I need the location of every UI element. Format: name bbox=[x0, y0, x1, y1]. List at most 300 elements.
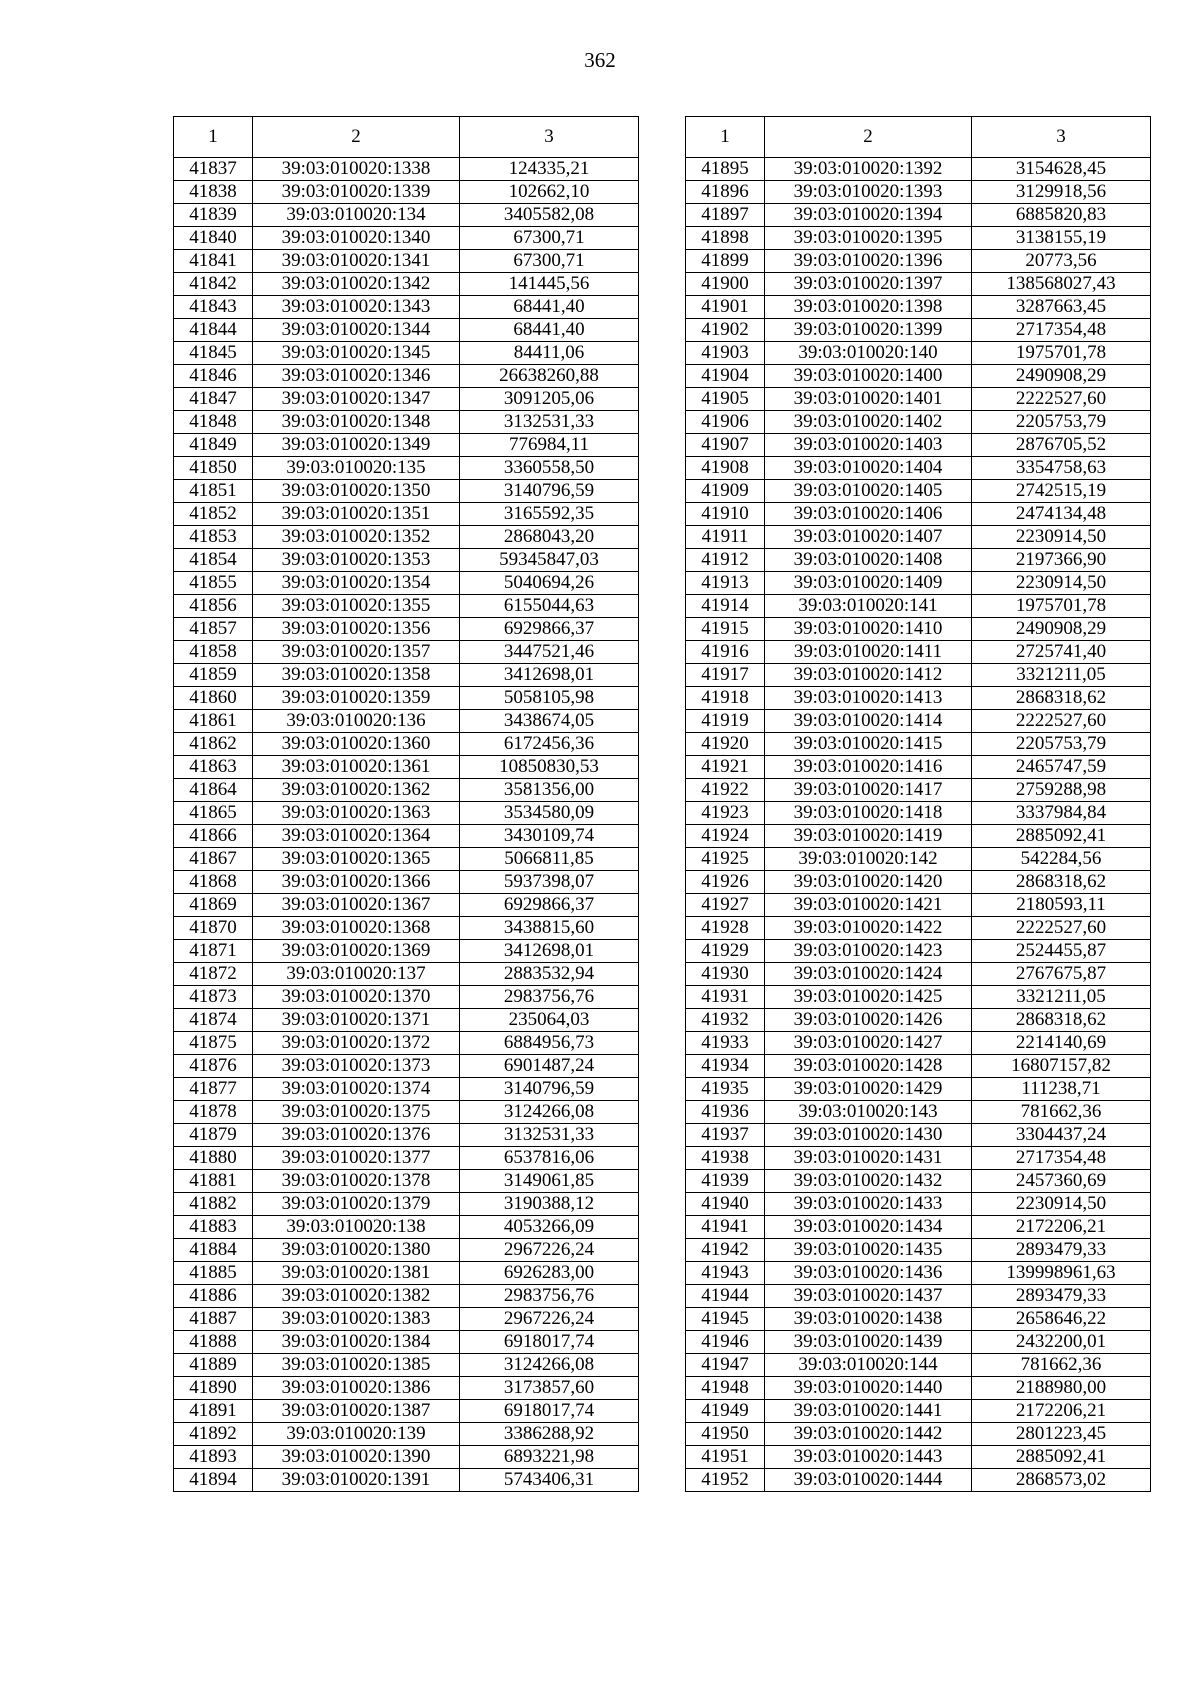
row-number-cell: 41871 bbox=[174, 940, 253, 963]
row-number-cell: 41890 bbox=[174, 1377, 253, 1400]
table-row bbox=[686, 250, 1151, 273]
table-row bbox=[686, 733, 1151, 756]
table-row bbox=[174, 917, 639, 940]
value-cell: 2983756,76 bbox=[460, 1285, 639, 1308]
row-number-cell: 41848 bbox=[174, 411, 253, 434]
cadastral-number-cell: 39:03:010020:1371 bbox=[253, 1009, 460, 1032]
value-cell: 2759288,98 bbox=[972, 779, 1151, 802]
row-number-cell: 41931 bbox=[686, 986, 765, 1009]
value-cell: 3124266,08 bbox=[460, 1101, 639, 1124]
value-cell: 6893221,98 bbox=[460, 1446, 639, 1469]
row-number-cell: 41880 bbox=[174, 1147, 253, 1170]
value-cell: 3173857,60 bbox=[460, 1377, 639, 1400]
value-cell: 3140796,59 bbox=[460, 480, 639, 503]
value-cell: 3140796,59 bbox=[460, 1078, 639, 1101]
table-row bbox=[174, 848, 639, 871]
cadastral-number-cell: 39:03:010020:1391 bbox=[253, 1469, 460, 1492]
value-cell: 68441,40 bbox=[460, 296, 639, 319]
cadastral-number-cell: 39:03:010020:1343 bbox=[253, 296, 460, 319]
row-number-cell: 41936 bbox=[686, 1101, 765, 1124]
row-number-cell: 41850 bbox=[174, 457, 253, 480]
row-number-cell: 41924 bbox=[686, 825, 765, 848]
value-cell: 2230914,50 bbox=[972, 1193, 1151, 1216]
cadastral-number-cell: 39:03:010020:144 bbox=[765, 1354, 972, 1377]
row-number-cell: 41934 bbox=[686, 1055, 765, 1078]
value-cell: 3165592,35 bbox=[460, 503, 639, 526]
value-cell: 542284,56 bbox=[972, 848, 1151, 871]
value-cell: 16807157,82 bbox=[972, 1055, 1151, 1078]
row-number-cell: 41883 bbox=[174, 1216, 253, 1239]
row-number-cell: 41918 bbox=[686, 687, 765, 710]
cadastral-number-cell: 39:03:010020:143 bbox=[765, 1101, 972, 1124]
row-number-cell: 41901 bbox=[686, 296, 765, 319]
table-row bbox=[686, 296, 1151, 319]
table-row bbox=[174, 181, 639, 204]
cadastral-number-cell: 39:03:010020:1432 bbox=[765, 1170, 972, 1193]
cadastral-number-cell: 39:03:010020:1399 bbox=[765, 319, 972, 342]
cadastral-number-cell: 39:03:010020:1372 bbox=[253, 1032, 460, 1055]
row-number-cell: 41919 bbox=[686, 710, 765, 733]
cadastral-number-cell: 39:03:010020:1381 bbox=[253, 1262, 460, 1285]
table-row bbox=[686, 549, 1151, 572]
cadastral-number-cell: 39:03:010020:1341 bbox=[253, 250, 460, 273]
value-cell: 141445,56 bbox=[460, 273, 639, 296]
table-row bbox=[174, 1147, 639, 1170]
value-cell: 2222527,60 bbox=[972, 388, 1151, 411]
table-row bbox=[174, 825, 639, 848]
value-cell: 2868573,02 bbox=[972, 1469, 1151, 1492]
row-number-cell: 41908 bbox=[686, 457, 765, 480]
table-row bbox=[174, 871, 639, 894]
column-header: 2 bbox=[253, 117, 460, 158]
value-cell: 2180593,11 bbox=[972, 894, 1151, 917]
cadastral-number-cell: 39:03:010020:1430 bbox=[765, 1124, 972, 1147]
cadastral-number-cell: 39:03:010020:1439 bbox=[765, 1331, 972, 1354]
row-number-cell: 41920 bbox=[686, 733, 765, 756]
value-cell: 6901487,24 bbox=[460, 1055, 639, 1078]
cadastral-number-cell: 39:03:010020:1360 bbox=[253, 733, 460, 756]
cadastral-number-cell: 39:03:010020:1420 bbox=[765, 871, 972, 894]
row-number-cell: 41940 bbox=[686, 1193, 765, 1216]
row-number-cell: 41853 bbox=[174, 526, 253, 549]
row-number-cell: 41895 bbox=[686, 158, 765, 181]
column-header: 1 bbox=[686, 117, 765, 158]
cadastral-number-cell: 39:03:010020:1373 bbox=[253, 1055, 460, 1078]
row-number-cell: 41840 bbox=[174, 227, 253, 250]
row-number-cell: 41847 bbox=[174, 388, 253, 411]
value-cell: 3438674,05 bbox=[460, 710, 639, 733]
cadastral-number-cell: 39:03:010020:1419 bbox=[765, 825, 972, 848]
value-cell: 2983756,76 bbox=[460, 986, 639, 1009]
table-row bbox=[686, 1147, 1151, 1170]
cadastral-number-cell: 39:03:010020:1382 bbox=[253, 1285, 460, 1308]
value-cell: 3438815,60 bbox=[460, 917, 639, 940]
row-number-cell: 41864 bbox=[174, 779, 253, 802]
cadastral-number-cell: 39:03:010020:1400 bbox=[765, 365, 972, 388]
value-cell: 2967226,24 bbox=[460, 1239, 639, 1262]
column-header: 1 bbox=[174, 117, 253, 158]
cadastral-number-cell: 39:03:010020:136 bbox=[253, 710, 460, 733]
cadastral-number-cell: 39:03:010020:1347 bbox=[253, 388, 460, 411]
table-row bbox=[174, 986, 639, 1009]
value-cell: 26638260,88 bbox=[460, 365, 639, 388]
table-row bbox=[686, 687, 1151, 710]
cadastral-number-cell: 39:03:010020:1350 bbox=[253, 480, 460, 503]
cadastral-number-cell: 39:03:010020:1352 bbox=[253, 526, 460, 549]
cadastral-number-cell: 39:03:010020:1409 bbox=[765, 572, 972, 595]
value-cell: 2883532,94 bbox=[460, 963, 639, 986]
table-row bbox=[686, 1124, 1151, 1147]
value-cell: 3412698,01 bbox=[460, 940, 639, 963]
value-cell: 2197366,90 bbox=[972, 549, 1151, 572]
cadastral-number-cell: 39:03:010020:1397 bbox=[765, 273, 972, 296]
row-number-cell: 41903 bbox=[686, 342, 765, 365]
table-row bbox=[174, 940, 639, 963]
value-cell: 67300,71 bbox=[460, 227, 639, 250]
table-row bbox=[686, 1170, 1151, 1193]
value-cell: 139998961,63 bbox=[972, 1262, 1151, 1285]
cadastral-number-cell: 39:03:010020:1414 bbox=[765, 710, 972, 733]
table-row bbox=[686, 342, 1151, 365]
row-number-cell: 41851 bbox=[174, 480, 253, 503]
value-cell: 2172206,21 bbox=[972, 1216, 1151, 1239]
table-row bbox=[174, 687, 639, 710]
cadastral-table-left bbox=[173, 116, 639, 1492]
row-number-cell: 41879 bbox=[174, 1124, 253, 1147]
table-row bbox=[686, 572, 1151, 595]
table-body-left bbox=[174, 158, 639, 1492]
value-cell: 3360558,50 bbox=[460, 457, 639, 480]
cadastral-number-cell: 39:03:010020:1387 bbox=[253, 1400, 460, 1423]
cadastral-number-cell: 39:03:010020:1442 bbox=[765, 1423, 972, 1446]
row-number-cell: 41892 bbox=[174, 1423, 253, 1446]
cadastral-number-cell: 39:03:010020:1444 bbox=[765, 1469, 972, 1492]
table-row bbox=[174, 1354, 639, 1377]
value-cell: 2172206,21 bbox=[972, 1400, 1151, 1423]
row-number-cell: 41910 bbox=[686, 503, 765, 526]
value-cell: 3190388,12 bbox=[460, 1193, 639, 1216]
row-number-cell: 41865 bbox=[174, 802, 253, 825]
value-cell: 2725741,40 bbox=[972, 641, 1151, 664]
cadastral-number-cell: 39:03:010020:1384 bbox=[253, 1331, 460, 1354]
row-number-cell: 41858 bbox=[174, 641, 253, 664]
value-cell: 2465747,59 bbox=[972, 756, 1151, 779]
row-number-cell: 41882 bbox=[174, 1193, 253, 1216]
cadastral-number-cell: 39:03:010020:1366 bbox=[253, 871, 460, 894]
value-cell: 2868318,62 bbox=[972, 871, 1151, 894]
value-cell: 3138155,19 bbox=[972, 227, 1151, 250]
table-row bbox=[686, 365, 1151, 388]
table-row bbox=[686, 388, 1151, 411]
table-row bbox=[174, 1124, 639, 1147]
cadastral-number-cell: 39:03:010020:1380 bbox=[253, 1239, 460, 1262]
cadastral-number-cell: 39:03:010020:1427 bbox=[765, 1032, 972, 1055]
row-number-cell: 41839 bbox=[174, 204, 253, 227]
value-cell: 3581356,00 bbox=[460, 779, 639, 802]
cadastral-number-cell: 39:03:010020:1378 bbox=[253, 1170, 460, 1193]
table-row bbox=[686, 986, 1151, 1009]
cadastral-number-cell: 39:03:010020:1365 bbox=[253, 848, 460, 871]
value-cell: 6929866,37 bbox=[460, 618, 639, 641]
cadastral-number-cell: 39:03:010020:1376 bbox=[253, 1124, 460, 1147]
table-row bbox=[174, 733, 639, 756]
table-row bbox=[686, 1446, 1151, 1469]
value-cell: 2876705,52 bbox=[972, 434, 1151, 457]
value-cell: 2188980,00 bbox=[972, 1377, 1151, 1400]
value-cell: 5937398,07 bbox=[460, 871, 639, 894]
column-header: 3 bbox=[460, 117, 639, 158]
table-header-row bbox=[174, 117, 639, 158]
cadastral-number-cell: 39:03:010020:135 bbox=[253, 457, 460, 480]
value-cell: 2885092,41 bbox=[972, 1446, 1151, 1469]
cadastral-number-cell: 39:03:010020:1364 bbox=[253, 825, 460, 848]
row-number-cell: 41873 bbox=[174, 986, 253, 1009]
table-row bbox=[174, 1239, 639, 1262]
table-row bbox=[174, 250, 639, 273]
cadastral-number-cell: 39:03:010020:1411 bbox=[765, 641, 972, 664]
row-number-cell: 41899 bbox=[686, 250, 765, 273]
table-row bbox=[174, 963, 639, 986]
row-number-cell: 41869 bbox=[174, 894, 253, 917]
value-cell: 2222527,60 bbox=[972, 917, 1151, 940]
row-number-cell: 41867 bbox=[174, 848, 253, 871]
cadastral-number-cell: 39:03:010020:1443 bbox=[765, 1446, 972, 1469]
row-number-cell: 41889 bbox=[174, 1354, 253, 1377]
value-cell: 781662,36 bbox=[972, 1354, 1151, 1377]
table-row bbox=[174, 595, 639, 618]
row-number-cell: 41897 bbox=[686, 204, 765, 227]
value-cell: 3321211,05 bbox=[972, 986, 1151, 1009]
table-row bbox=[174, 434, 639, 457]
table-row bbox=[686, 273, 1151, 296]
value-cell: 138568027,43 bbox=[972, 273, 1151, 296]
table-row bbox=[174, 457, 639, 480]
value-cell: 6885820,83 bbox=[972, 204, 1151, 227]
row-number-cell: 41916 bbox=[686, 641, 765, 664]
table-row bbox=[174, 802, 639, 825]
row-number-cell: 41881 bbox=[174, 1170, 253, 1193]
value-cell: 781662,36 bbox=[972, 1101, 1151, 1124]
table-row bbox=[174, 1078, 639, 1101]
table-row bbox=[686, 595, 1151, 618]
row-number-cell: 41950 bbox=[686, 1423, 765, 1446]
value-cell: 2457360,69 bbox=[972, 1170, 1151, 1193]
table-row bbox=[174, 756, 639, 779]
value-cell: 2214140,69 bbox=[972, 1032, 1151, 1055]
value-cell: 3447521,46 bbox=[460, 641, 639, 664]
cadastral-number-cell: 39:03:010020:1408 bbox=[765, 549, 972, 572]
row-number-cell: 41877 bbox=[174, 1078, 253, 1101]
value-cell: 2490908,29 bbox=[972, 365, 1151, 388]
row-number-cell: 41876 bbox=[174, 1055, 253, 1078]
row-number-cell: 41837 bbox=[174, 158, 253, 181]
value-cell: 2893479,33 bbox=[972, 1239, 1151, 1262]
row-number-cell: 41948 bbox=[686, 1377, 765, 1400]
value-cell: 5040694,26 bbox=[460, 572, 639, 595]
value-cell: 3132531,33 bbox=[460, 1124, 639, 1147]
cadastral-number-cell: 39:03:010020:1349 bbox=[253, 434, 460, 457]
table-row bbox=[686, 434, 1151, 457]
table-row bbox=[686, 1216, 1151, 1239]
value-cell: 3129918,56 bbox=[972, 181, 1151, 204]
table-row bbox=[174, 1377, 639, 1400]
row-number-cell: 41841 bbox=[174, 250, 253, 273]
row-number-cell: 41856 bbox=[174, 595, 253, 618]
cadastral-number-cell: 39:03:010020:1431 bbox=[765, 1147, 972, 1170]
row-number-cell: 41854 bbox=[174, 549, 253, 572]
value-cell: 6918017,74 bbox=[460, 1331, 639, 1354]
cadastral-number-cell: 39:03:010020:1434 bbox=[765, 1216, 972, 1239]
table-row bbox=[174, 1101, 639, 1124]
table-row bbox=[686, 779, 1151, 802]
cadastral-number-cell: 39:03:010020:1354 bbox=[253, 572, 460, 595]
table-row bbox=[686, 1377, 1151, 1400]
table-row bbox=[686, 319, 1151, 342]
row-number-cell: 41884 bbox=[174, 1239, 253, 1262]
cadastral-number-cell: 39:03:010020:1423 bbox=[765, 940, 972, 963]
row-number-cell: 41937 bbox=[686, 1124, 765, 1147]
row-number-cell: 41942 bbox=[686, 1239, 765, 1262]
value-cell: 6929866,37 bbox=[460, 894, 639, 917]
cadastral-number-cell: 39:03:010020:1402 bbox=[765, 411, 972, 434]
table-row bbox=[174, 1446, 639, 1469]
table-row bbox=[174, 1262, 639, 1285]
row-number-cell: 41949 bbox=[686, 1400, 765, 1423]
row-number-cell: 41923 bbox=[686, 802, 765, 825]
value-cell: 6172456,36 bbox=[460, 733, 639, 756]
table-row bbox=[174, 710, 639, 733]
cadastral-number-cell: 39:03:010020:1415 bbox=[765, 733, 972, 756]
value-cell: 3091205,06 bbox=[460, 388, 639, 411]
table-row bbox=[686, 1354, 1151, 1377]
table-row bbox=[686, 227, 1151, 250]
row-number-cell: 41843 bbox=[174, 296, 253, 319]
cadastral-number-cell: 39:03:010020:134 bbox=[253, 204, 460, 227]
cadastral-number-cell: 39:03:010020:1351 bbox=[253, 503, 460, 526]
row-number-cell: 41917 bbox=[686, 664, 765, 687]
table-row bbox=[174, 1469, 639, 1492]
cadastral-number-cell: 39:03:010020:1393 bbox=[765, 181, 972, 204]
row-number-cell: 41945 bbox=[686, 1308, 765, 1331]
table-row bbox=[686, 1423, 1151, 1446]
cadastral-number-cell: 39:03:010020:1361 bbox=[253, 756, 460, 779]
table-row bbox=[174, 1009, 639, 1032]
cadastral-number-cell: 39:03:010020:1395 bbox=[765, 227, 972, 250]
table-row bbox=[174, 1216, 639, 1239]
cadastral-number-cell: 39:03:010020:1359 bbox=[253, 687, 460, 710]
cadastral-number-cell: 39:03:010020:1353 bbox=[253, 549, 460, 572]
table-row bbox=[686, 1285, 1151, 1308]
table-row bbox=[686, 940, 1151, 963]
value-cell: 3132531,33 bbox=[460, 411, 639, 434]
row-number-cell: 41915 bbox=[686, 618, 765, 641]
row-number-cell: 41927 bbox=[686, 894, 765, 917]
cadastral-table-right bbox=[685, 116, 1151, 1492]
table-header-row bbox=[686, 117, 1151, 158]
row-number-cell: 41933 bbox=[686, 1032, 765, 1055]
cadastral-number-cell: 39:03:010020:1392 bbox=[765, 158, 972, 181]
cadastral-number-cell: 39:03:010020:1342 bbox=[253, 273, 460, 296]
row-number-cell: 41913 bbox=[686, 572, 765, 595]
row-number-cell: 41868 bbox=[174, 871, 253, 894]
value-cell: 2658646,22 bbox=[972, 1308, 1151, 1331]
cadastral-number-cell: 39:03:010020:1356 bbox=[253, 618, 460, 641]
cadastral-number-cell: 39:03:010020:1398 bbox=[765, 296, 972, 319]
value-cell: 1975701,78 bbox=[972, 342, 1151, 365]
value-cell: 6918017,74 bbox=[460, 1400, 639, 1423]
table-row bbox=[686, 1101, 1151, 1124]
table-row bbox=[174, 641, 639, 664]
value-cell: 6926283,00 bbox=[460, 1262, 639, 1285]
cadastral-number-cell: 39:03:010020:1406 bbox=[765, 503, 972, 526]
cadastral-number-cell: 39:03:010020:1386 bbox=[253, 1377, 460, 1400]
cadastral-number-cell: 39:03:010020:1421 bbox=[765, 894, 972, 917]
table-row bbox=[686, 1400, 1151, 1423]
cadastral-number-cell: 39:03:010020:1417 bbox=[765, 779, 972, 802]
table-row bbox=[686, 825, 1151, 848]
table-row bbox=[174, 1032, 639, 1055]
cadastral-number-cell: 39:03:010020:138 bbox=[253, 1216, 460, 1239]
table-row bbox=[686, 1239, 1151, 1262]
table-row bbox=[174, 779, 639, 802]
row-number-cell: 41946 bbox=[686, 1331, 765, 1354]
cadastral-number-cell: 39:03:010020:1374 bbox=[253, 1078, 460, 1101]
value-cell: 5058105,98 bbox=[460, 687, 639, 710]
column-header: 2 bbox=[765, 117, 972, 158]
table-row bbox=[174, 227, 639, 250]
cadastral-number-cell: 39:03:010020:1437 bbox=[765, 1285, 972, 1308]
table-row bbox=[174, 526, 639, 549]
cadastral-number-cell: 39:03:010020:1394 bbox=[765, 204, 972, 227]
row-number-cell: 41922 bbox=[686, 779, 765, 802]
cadastral-number-cell: 39:03:010020:1401 bbox=[765, 388, 972, 411]
value-cell: 3321211,05 bbox=[972, 664, 1151, 687]
value-cell: 2893479,33 bbox=[972, 1285, 1151, 1308]
table-row bbox=[686, 1469, 1151, 1492]
table-row bbox=[174, 1170, 639, 1193]
value-cell: 2767675,87 bbox=[972, 963, 1151, 986]
table-row bbox=[174, 1055, 639, 1078]
row-number-cell: 41860 bbox=[174, 687, 253, 710]
row-number-cell: 41887 bbox=[174, 1308, 253, 1331]
row-number-cell: 41907 bbox=[686, 434, 765, 457]
cadastral-number-cell: 39:03:010020:1404 bbox=[765, 457, 972, 480]
cadastral-number-cell: 39:03:010020:1422 bbox=[765, 917, 972, 940]
row-number-cell: 41935 bbox=[686, 1078, 765, 1101]
row-number-cell: 41838 bbox=[174, 181, 253, 204]
cadastral-number-cell: 39:03:010020:1377 bbox=[253, 1147, 460, 1170]
row-number-cell: 41891 bbox=[174, 1400, 253, 1423]
table-row bbox=[686, 756, 1151, 779]
table-row bbox=[174, 1331, 639, 1354]
row-number-cell: 41928 bbox=[686, 917, 765, 940]
cadastral-number-cell: 39:03:010020:1440 bbox=[765, 1377, 972, 1400]
table-row bbox=[686, 1032, 1151, 1055]
cadastral-number-cell: 39:03:010020:1340 bbox=[253, 227, 460, 250]
cadastral-number-cell: 39:03:010020:1345 bbox=[253, 342, 460, 365]
table-row bbox=[686, 181, 1151, 204]
cadastral-number-cell: 39:03:010020:1339 bbox=[253, 181, 460, 204]
table-row bbox=[174, 158, 639, 181]
row-number-cell: 41893 bbox=[174, 1446, 253, 1469]
row-number-cell: 41866 bbox=[174, 825, 253, 848]
row-number-cell: 41852 bbox=[174, 503, 253, 526]
cadastral-number-cell: 39:03:010020:1435 bbox=[765, 1239, 972, 1262]
table-row bbox=[686, 1078, 1151, 1101]
cadastral-number-cell: 39:03:010020:137 bbox=[253, 963, 460, 986]
value-cell: 3354758,63 bbox=[972, 457, 1151, 480]
cadastral-number-cell: 39:03:010020:1383 bbox=[253, 1308, 460, 1331]
